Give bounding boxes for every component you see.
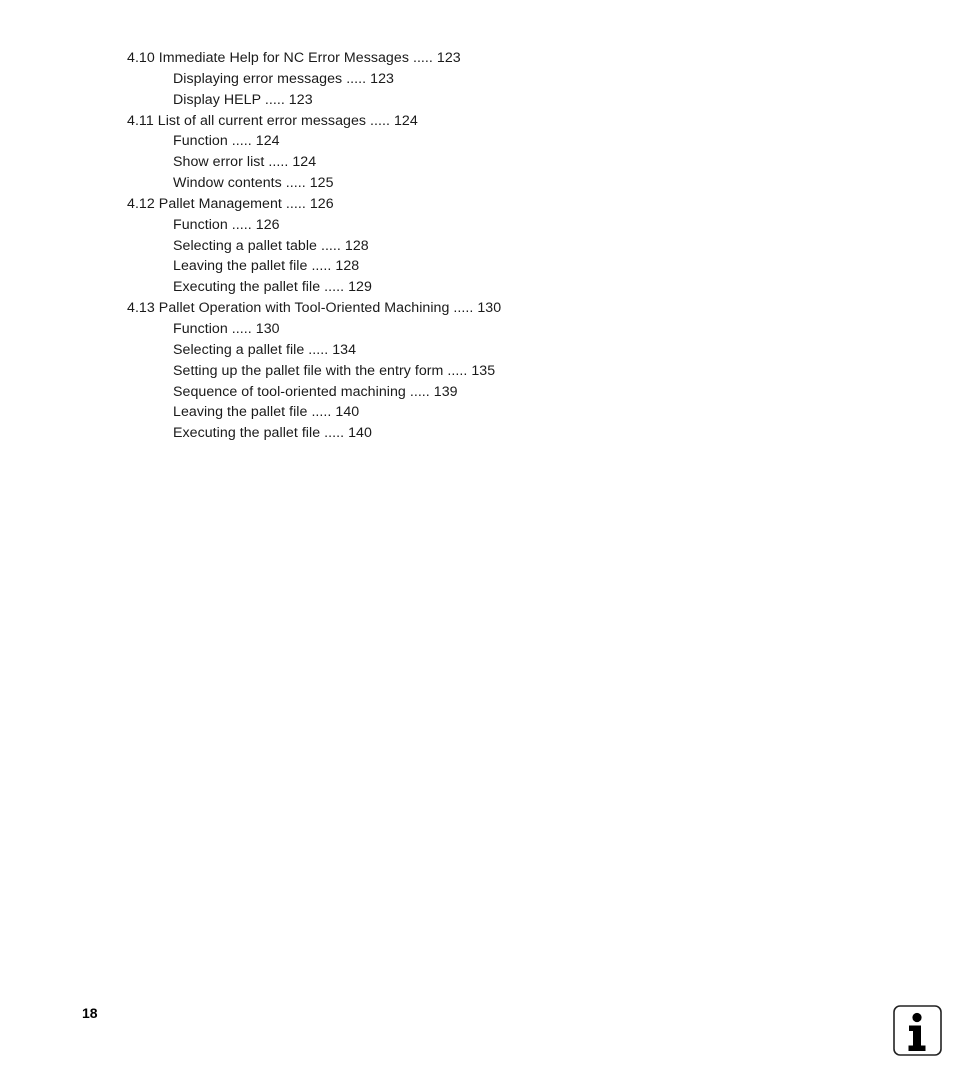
- toc-subentry: Function ..... 130: [173, 320, 280, 337]
- info-icon: [893, 1005, 942, 1056]
- toc-entry-4-12: 4.12 Pallet Management ..... 126: [127, 195, 334, 212]
- toc-subentry: Leaving the pallet file ..... 140: [173, 404, 360, 421]
- toc-subentry: Sequence of tool-oriented machining ..... 139: [173, 383, 458, 400]
- page-number: 18: [82, 1005, 98, 1021]
- toc-subentry: Setting up the pallet file with the entry form ..... 135: [173, 362, 496, 379]
- toc-subentry: Executing the pallet file ..... 140: [173, 425, 372, 442]
- toc-subentry: Display HELP ..... 123: [173, 91, 313, 108]
- toc-subentry: Function ..... 124: [173, 133, 280, 150]
- table-of-contents: [127, 48, 827, 444]
- toc-subentry: Selecting a pallet table ..... 128: [173, 237, 369, 254]
- toc-entry-4-10: 4.10 Immediate Help for NC Error Messages ..... 123: [127, 50, 461, 66]
- toc-subentry: Leaving the pallet file ..... 128: [173, 258, 360, 275]
- toc-subentry: Show error list ..... 124: [173, 154, 317, 171]
- toc-entry-4-11: 4.11 List of all current error messages ..... 124: [127, 112, 418, 129]
- toc-subentry: Function ..... 126: [173, 216, 280, 233]
- toc-entry-4-13: 4.13 Pallet Operation with Tool-Oriented Machining ..... 130: [127, 300, 502, 317]
- toc-subentry: Executing the pallet file ..... 129: [173, 279, 372, 296]
- toc-subentry: Window contents ..... 125: [173, 175, 334, 192]
- toc-subentry: Displaying error messages ..... 123: [173, 70, 394, 87]
- toc-subentry: Selecting a pallet file ..... 134: [173, 341, 357, 358]
